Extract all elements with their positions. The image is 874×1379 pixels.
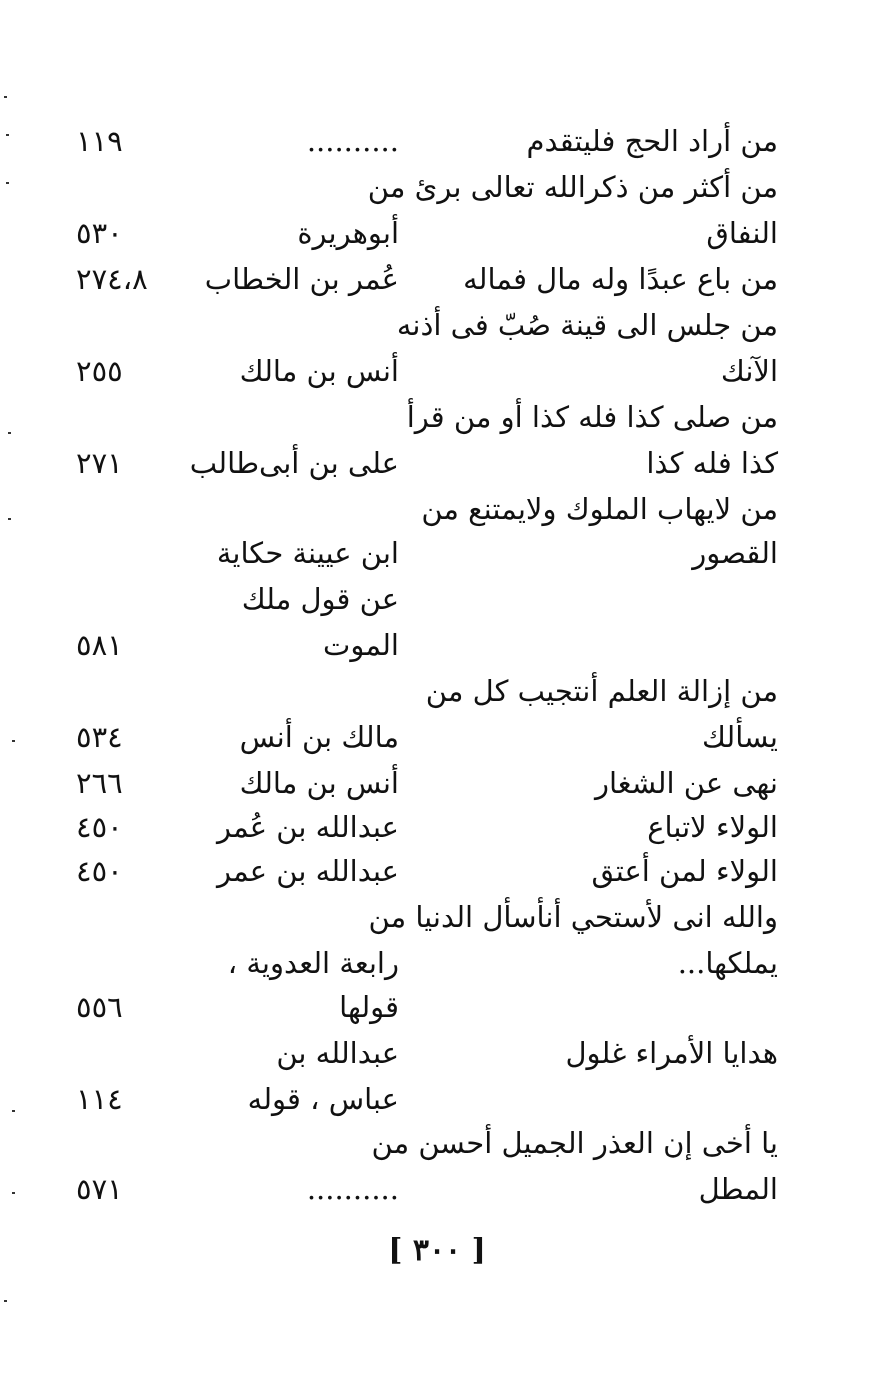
page-reference: ٢٥٥ [76,354,123,388]
hadith-text-line: النفاق [706,216,778,250]
narrator-line: قولها [339,990,399,1024]
narrator-line: عباس ، قوله [247,1082,399,1116]
hadith-text-line: من باع عبدًا وله مال فماله [463,262,778,296]
page-reference: ١١٤ [76,1082,123,1116]
narrator-line: ابن عيينة حكاية [216,536,399,570]
page-reference: ٤٥٠ [76,810,123,844]
narrator-line: .......... [306,124,399,158]
page-reference: ٢٧٤،٨ [76,262,148,296]
scan-speck [6,134,9,136]
scan-speck [4,96,7,98]
hadith-text-line: من لايهاب الملوك ولايمتنع من [421,492,778,526]
page-reference: ٥٧١ [76,1172,123,1206]
narrator-line: أبوهريرة [297,216,399,250]
hadith-text-line: يا أخى إن العذر الجميل أحسن من [371,1126,778,1160]
page-reference: ٥٣٠ [76,216,123,250]
page-reference: ١١٩ [76,124,123,158]
narrator-line: مالك بن أنس [239,720,399,754]
hadith-text-line: هدايا الأمراء غلول [565,1036,778,1070]
narrator-line: رابعة العدوية ، [227,946,399,980]
hadith-text-line: يملكها... [677,946,778,980]
hadith-text-line: من صلى كذا فله كذا أو من قرأ [406,400,778,434]
scan-speck [6,182,9,184]
hadith-text-line: من إزالة العلم أنتجيب كل من [425,674,778,708]
narrator-line: على بن أبى‌طالب [189,446,399,480]
page-number: [ ٣٠٠ ] [388,1233,486,1268]
hadith-text-line: الولاء لمن أعتق [591,854,778,888]
page-reference: ٢٧١ [76,446,123,480]
hadith-text-line: كذا فله كذا [646,446,778,480]
page-reference: ٥٨١ [76,628,123,662]
hadith-text-line: الولاء لاتباع [647,810,778,844]
hadith-text-line: والله انى لأستحي أنأسأل الدنيا من [368,900,778,934]
narrator-line: عبدالله بن عُمر [217,810,399,844]
hadith-text-line: نهى عن الشغار [594,766,778,800]
hadith-text-line: المطل [698,1172,778,1206]
page-reference: ٤٥٠ [76,854,123,888]
scan-speck [4,1300,7,1302]
scan-speck [12,740,15,742]
scan-speck [8,518,11,520]
narrator-line: الموت [323,628,399,662]
hadith-text-line: الآنك [720,354,778,388]
hadith-text-line: من أراد الحج فليتقدم [526,124,778,158]
narrator-line: عبدالله بن [276,1036,399,1070]
page-reference: ٢٦٦ [76,766,123,800]
hadith-text-line: يسألك [701,720,778,754]
page-reference: ٥٥٦ [76,990,123,1024]
narrator-line: .......... [306,1172,399,1206]
scan-speck [12,1192,15,1194]
narrator-line: عن قول ملك [241,582,399,616]
narrator-line: عُمر بن الخطاب [204,262,399,296]
narrator-line: عبدالله بن عمر [217,854,399,888]
scan-speck [8,432,11,434]
hadith-text-line: من جلس الى قينة صُبّ فى أذنه [396,308,778,342]
hadith-text-line: من أكثر من ذكرالله تعالى برئ من [367,170,778,204]
scan-speck [12,1110,15,1112]
narrator-line: أنس بن مالك [239,354,399,388]
hadith-text-line: القصور [692,536,778,570]
narrator-line: أنس بن مالك [239,766,399,800]
page-reference: ٥٣٤ [76,720,123,754]
